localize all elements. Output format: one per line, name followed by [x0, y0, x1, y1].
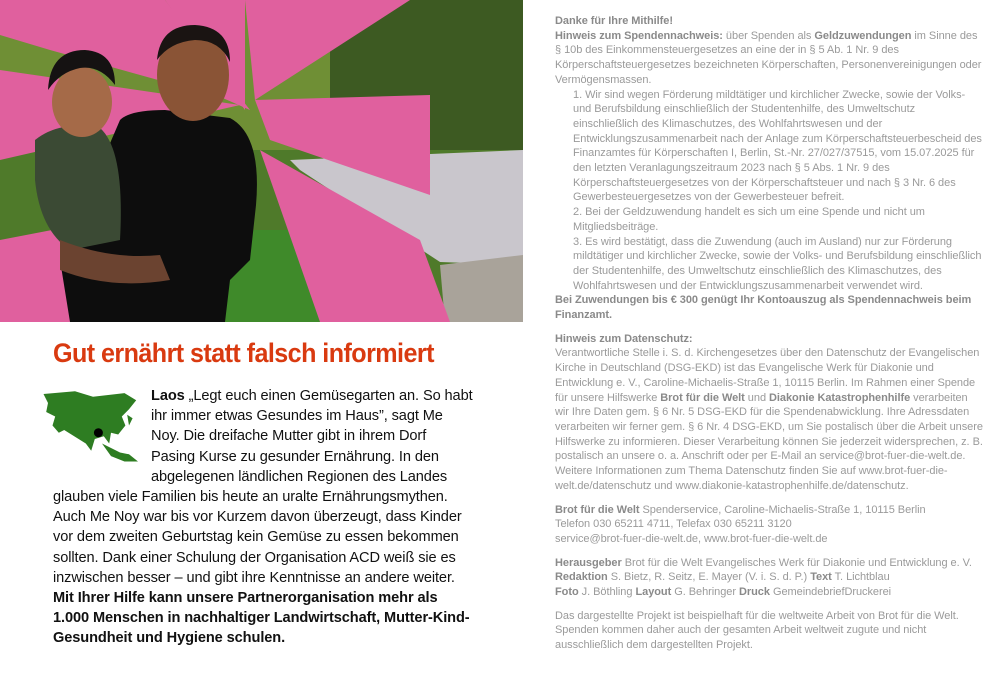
- text-bold: Geldzuwendungen: [814, 29, 912, 42]
- text: Verantwortliche Stelle i. S. d. Kirchengesetzes über den Datenschutz der Evangelischen Kirche in Deutschland (DSG-EKD) ist das Evangelische Werk für Diakonie und Entwicklung e. V., Caroline-Michaelis-Straße 1, 10115 Berlin. Im Rahmen einer Spende für unsere Hilfswerke: [555, 347, 980, 404]
- photo-mother-and-child: [0, 0, 523, 322]
- label: Herausgeber: [555, 556, 622, 569]
- imprint: [555, 556, 983, 600]
- tax-item: 2. Bei der Geldzuwendung handelt es sich um eine Spende und nicht um Mitgliedsbeiträge.: [573, 206, 925, 233]
- legal-notes: [555, 14, 983, 653]
- story-country: Laos: [151, 388, 185, 404]
- text: im Sinne des § 10b des Einkommensteuergesetzes an eine der in § 5 Ab. 1 Nr. 9 des Körperschaftsteuergesetzes bezeichneten Körperschaften, Personenvereinigungen oder Vermögensmassen.: [555, 29, 982, 86]
- privacy-heading: Hinweis zum Datenschutz:: [555, 332, 693, 345]
- text: verarbeiten wir Ihre Daten gem. § 6 Nr. 5 DSG-EKD für die Spendenabwicklung. Ihre Adressdaten verarbeiten wir ferner gem. § 6 Nr. 4 DSG-EKD, um Sie postalisch über die Arbeit unsere Hilfswerke zu informieren. Dieser Verarbeitung können Sie jederzeit widersprechen, z. B. postalisch an unsere o. a. Anschrift oder per E-Mail an service@brot-fuer-die-welt.de. Weitere Informationen zum Thema Datenschutz finden Sie auf www.brot-fuer-die-welt.de/datenschutz und www.diakonie-katastrophenhilfe.de/datenschutz.: [555, 391, 983, 492]
- asia-map-icon: [39, 386, 147, 474]
- story-appeal: Mit Ihrer Hilfe kann unsere Partnerorganisation mehr als 1.000 Menschen in nachhaltiger Landwirtschaft, Mutter-Kind-Gesundheit und Hygiene schulen.: [53, 590, 470, 647]
- donation-note-label: Hinweis zum Spendennachweis:: [555, 29, 723, 42]
- tax-item: 1. Wir sind wegen Förderung mildtätiger und kirchlicher Zwecke, sowie der Volks- und Berufsbildung einschließlich der Studentenhilfe, des Umweltschutz einschließlich des Klimaschutzes, des Wohlfahrtswesen und der Entwicklungszusammenarbeit nach der Anlage zum Körperschaftsteuerbescheid des Finanzamtes für Körperschaften I, Berlin, St.-Nr. 27/027/37515, vom 15.07.2025 für den letzten Veranlagungszeitraum 2023 nach § 5 Abs. 1 Nr. 9 des Körperschaftsteuergesetzes von der Körperschaftsteuer und nach § 3 Nr. 6 des Gewerbesteuergesetzes von der Gewerbesteuer befreit.: [573, 88, 982, 204]
- contact-web: service@brot-fuer-die-welt.de, www.brot-fuer-die-welt.de: [555, 532, 828, 545]
- child-face: [52, 67, 112, 137]
- contact-phone: Telefon 030 65211 4711, Telefax 030 65211 3120: [555, 518, 792, 531]
- text-bold: Brot für die Welt: [555, 503, 640, 516]
- text: S. Bietz, R. Seitz, E. Mayer (V. i. S. d. P.): [607, 571, 811, 584]
- text-bold: Brot für die Welt: [660, 391, 745, 404]
- story-text: [53, 386, 473, 649]
- text: J. Böthling: [578, 586, 636, 599]
- text: und: [744, 391, 770, 404]
- text: GemeindebriefDruckerei: [769, 586, 892, 599]
- text: Spenderservice, Caroline-Michaelis-Straße 1, 10115 Berlin: [639, 503, 926, 516]
- laos-marker: [94, 428, 103, 437]
- text: über Spenden als: [722, 29, 815, 42]
- privacy-note: [555, 346, 983, 493]
- text: T. Lichtblau: [831, 571, 890, 584]
- thanks-heading: Danke für Ihre Mithilfe!: [555, 15, 673, 27]
- tax-item: 3. Es wird bestätigt, dass die Zuwendung (auch im Ausland) nur zur Förderung mildtätiger und kirchlicher Zwecke, sowie der Volks- und Berufsbildung einschließlich der Studentenhilfe, des Umweltschutz einschließlich des Klimaschutzes, des Wohlfahrtswesen und der Entwicklungszusammenarbeit verwendet wird.: [573, 235, 982, 292]
- text: Brot für die Welt Evangelisches Werk für Diakonie und Entwicklung e. V.: [621, 556, 972, 569]
- text: G. Behringer: [671, 586, 739, 599]
- label: Foto: [555, 586, 579, 599]
- bank-statement-note: Bei Zuwendungen bis € 300 genügt Ihr Kontoauszug als Spendennachweis beim Finanzamt.: [555, 294, 972, 322]
- label: Druck: [739, 586, 770, 599]
- contact: [555, 503, 983, 547]
- donation-receipt-note: [555, 29, 983, 88]
- disclaimer: Das dargestellte Projekt ist beispielhaft für die weltweite Arbeit von Brot für die Welt. Spenden kommen daher auch der gesamten Arbeit weltweit zugute und nicht ausschließlich dem dargestellten Projekt.: [555, 609, 959, 652]
- story-body: „Legt euch einen Gemüsegarten an. So habt ihr immer etwas Gesundes im Haus”, sagt Me Noy. Die dreifache Mutter gibt in ihrem Dorf Pasing Kurse zu gesunder Ernährung. In den abgelegenen ländlichen Regionen des Landes glauben viele Familien bis heute an uralte Ernährungsmythen. Auch Me Noy war bis vor Kurzem davon überzeugt, dass Kinder vor dem zweiten Geburtstag kein Gemüse zu essen bekommen sollten. Dank einer Schulung der Organisation ACD weiß sie es inzwischen besser – und gibt ihre Kenntnisse an andere weiter.: [53, 388, 473, 586]
- label: Layout: [635, 586, 672, 599]
- label: Text: [810, 571, 832, 584]
- label: Redaktion: [555, 571, 608, 584]
- text-bold: Diakonie Katastrophenhilfe: [769, 391, 911, 404]
- tax-items: [555, 88, 983, 294]
- headline: Gut ernährt statt falsch informiert: [53, 338, 434, 368]
